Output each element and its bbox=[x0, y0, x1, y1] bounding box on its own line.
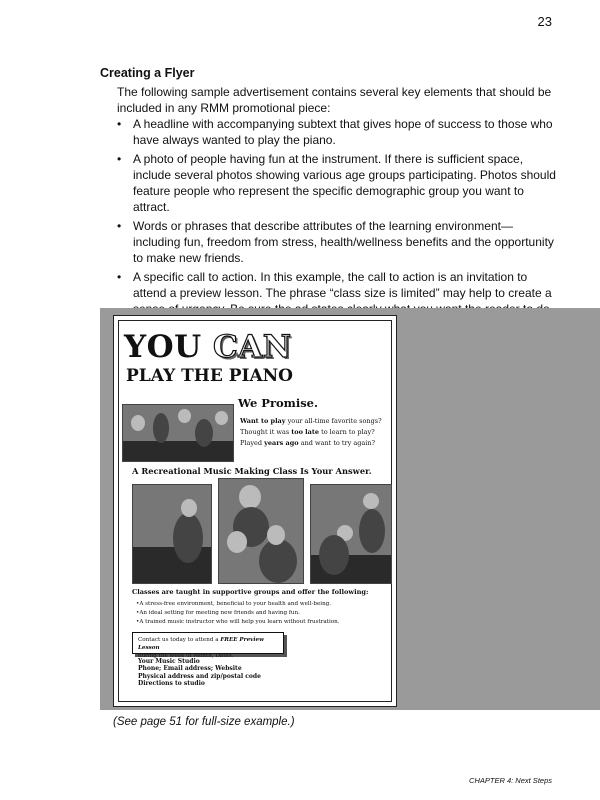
flyer-answer: A Recreational Music Making Class Is Your Answer. bbox=[132, 466, 372, 476]
list-item: Played years ago and want to try again? bbox=[240, 439, 376, 447]
list-item: • Words or phrases that describe attributes of the learning environment—including fun, freedom from stress, health/wellness benefits and the opportunity to make new friends. bbox=[117, 218, 557, 266]
list-item: • A headline with accompanying subtext that gives hope of success to those who have always wanted to play the piano. bbox=[117, 116, 557, 148]
flyer-classes-heading: Classes are taught in supportive groups and offer the following: bbox=[132, 588, 369, 596]
list-item: Physical address and zip/postal code bbox=[138, 672, 261, 680]
sample-flyer bbox=[113, 315, 397, 707]
list-item: • A trained music instructor who will help you learn without frustration. bbox=[136, 618, 340, 627]
list-item: • A specific call to action. In this example, the call to action is an invitation to attend a preview lesson. The phrase “class size is limited” may help to create a bbox=[117, 269, 557, 333]
page-footer: CHAPTER 4: Next Steps bbox=[469, 776, 552, 785]
list-item: Thought it was too late to learn to play? bbox=[240, 428, 375, 436]
group-piano-photo bbox=[122, 404, 234, 462]
list-item: Want to play your all-time favorite songs? bbox=[240, 417, 382, 425]
list-item: Your Music Studio bbox=[138, 658, 200, 665]
flyer-caption: (See page 51 for full-size example.) bbox=[113, 716, 295, 728]
flyer-benefits bbox=[136, 600, 340, 627]
flyer-headline bbox=[124, 330, 292, 364]
flyer-promise: We Promise. bbox=[238, 396, 319, 410]
headline-you: YOU bbox=[124, 329, 202, 365]
list-item: • A stress-free environment, beneficial to your health and well-being. bbox=[136, 600, 340, 609]
headline-can: CAN bbox=[212, 329, 292, 365]
group-class-photo bbox=[310, 484, 392, 584]
flyer-studio-contact bbox=[138, 658, 261, 688]
list-item: Phone; Email address; Website bbox=[138, 665, 242, 673]
teacher-student-photo bbox=[218, 478, 304, 584]
flyer-questions bbox=[240, 416, 390, 449]
section-title: Creating a Flyer bbox=[100, 66, 195, 80]
list-item: • An ideal setting for meeting new friends and having fun. bbox=[136, 609, 340, 618]
page-number: 23 bbox=[537, 14, 552, 29]
key-elements-list bbox=[117, 116, 557, 336]
intro-paragraph: The following sample advertisement contains several key elements that should be included in any RMM promotional piece: bbox=[117, 85, 552, 115]
list-item: • A photo of people having fun at the instrument. If there is sufficient space, include several photos showing various age groups participating. Photos should feature people who represent the specific demographic group you want to attract. bbox=[117, 151, 557, 215]
flyer-subheadline: PLAY THE PIANO bbox=[126, 366, 293, 386]
flyer-call-to-action: Contact us today to attend a FREE Preview Lesson during the week of Month, Dates. bbox=[132, 632, 284, 654]
senior-piano-photo bbox=[132, 484, 212, 584]
list-item: Directions to studio bbox=[138, 680, 205, 688]
